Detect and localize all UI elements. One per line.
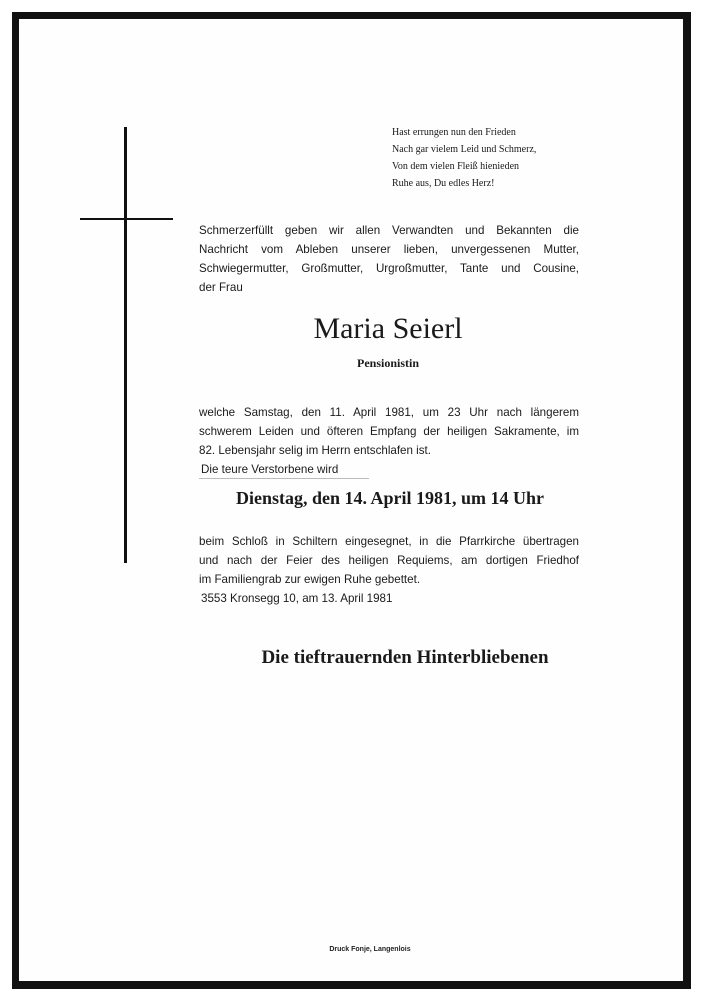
death-details-line: welche Samstag, den 11. April 1981, um 23 Uhr nach längerem [199,406,579,419]
announcement-paragraph [199,221,579,297]
death-details-line: 82. Lebensjahr selig im Herrn entschlafen ist. [199,444,431,457]
deceased-name: Maria Seierl [313,312,463,345]
funeral-details-line: beim Schloß in Schiltern eingesegnet, in die Pfarrkirche übertragen [199,535,579,548]
announcement-line: der Frau [199,281,243,294]
announcement-line: Schmerzerfüllt geben wir allen Verwandten und Bekannten die [199,224,579,237]
cross-horizontal-bar [80,218,173,220]
poem-line: Ruhe aus, Du edles Herz! [392,178,495,189]
funeral-intro: Die teure Verstorbene wird [201,463,339,476]
memorial-poem [392,124,536,192]
funeral-details-paragraph [199,532,579,589]
cross-vertical-bar [124,127,127,563]
deceased-profession: Pensionistin [356,356,419,370]
funeral-details-line: im Familiengrab zur ewigen Ruhe gebettet. [199,573,421,586]
announcement-line: Nachricht vom Ableben unserer lieben, unvergessenen Mutter, [199,243,579,256]
funeral-details-line: und nach der Feier des heiligen Requiems, am dortigen Friedhof [199,554,579,567]
death-details-line: schwerem Leiden und öfteren Empfang der heiligen Sakramente, im [199,425,579,438]
funeral-datetime: Dienstag, den 14. April 1981, um 14 Uhr [235,488,545,508]
place-and-date: 3553 Kronsegg 10, am 13. April 1981 [201,592,393,605]
printer-imprint: Druck Fonje, Langenlois [329,946,411,953]
intro-underline [199,478,369,479]
poem-line: Nach gar vielem Leid und Schmerz, [392,144,537,155]
poem-line: Von dem vielen Fleiß hienieden [392,161,520,172]
poem-line: Hast errungen nun den Frieden [392,127,516,138]
death-details-paragraph [199,403,579,460]
bereaved-signature: Die tieftrauernden Hinterbliebenen [261,647,549,668]
announcement-line: Schwiegermutter, Großmutter, Urgroßmutter, Tante und Cousine, [199,262,579,275]
